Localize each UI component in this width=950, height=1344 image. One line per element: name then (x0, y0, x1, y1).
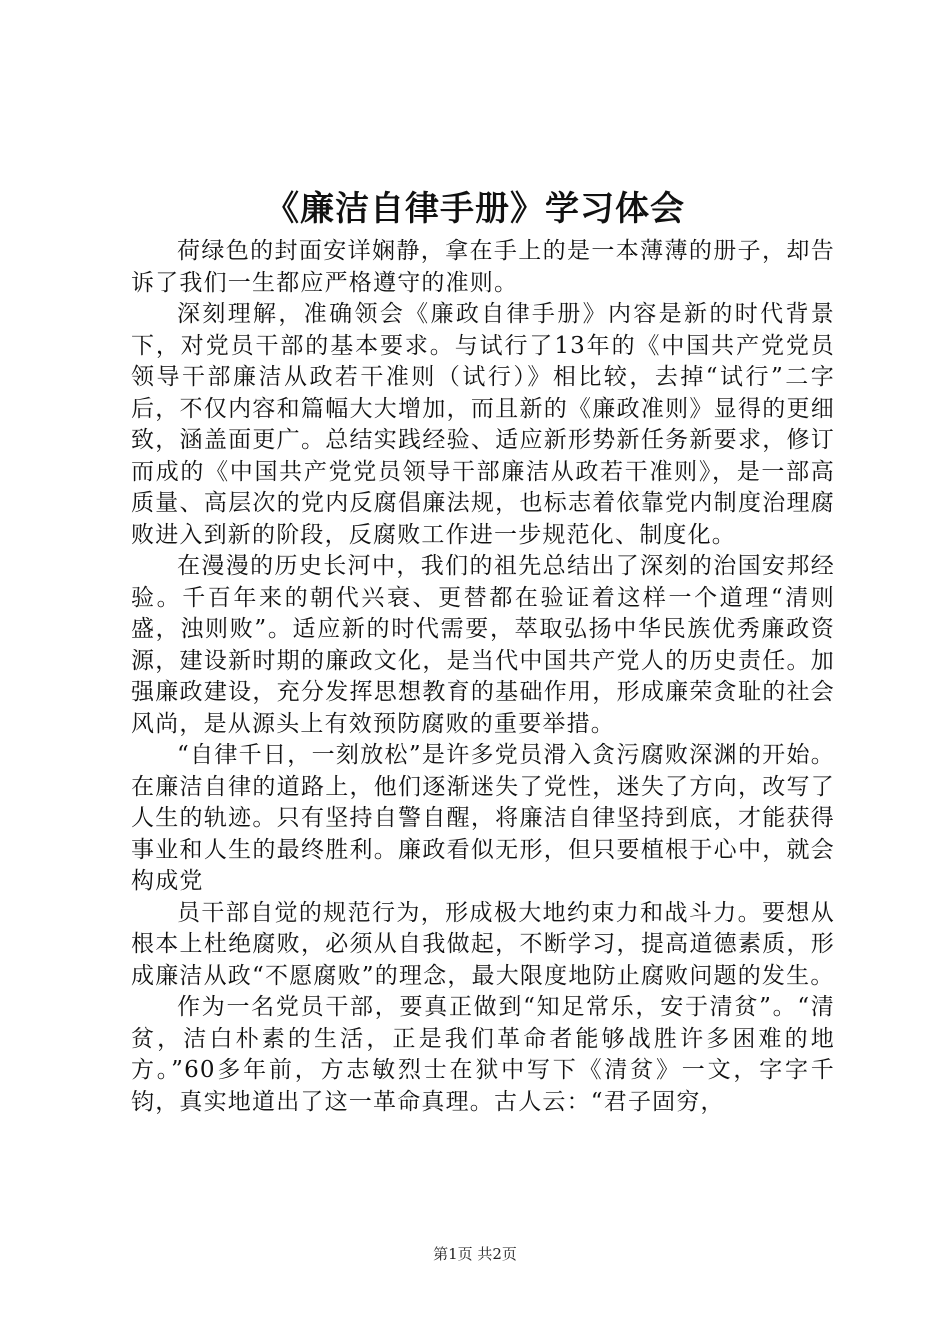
paragraph: 员干部自觉的规范行为，形成极大地约束力和战斗力。要想从根本上杜绝腐败，必须从自我做起，不断学习，提高道德素质，形成廉洁从政“不愿腐败”的理念，最大限度地防止腐败问题的发生。 (131, 899, 835, 989)
document-title: 《廉洁自律手册》学习体会 (265, 189, 685, 229)
paragraph: 深刻理解，准确领会《廉政自律手册》内容是新的时代背景下，对党员干部的基本要求。与试行了13年的《中国共产党党员领导干部廉洁从政若干准则（试行）》相比较，去掉“试行”二字后，不仅内容和篇幅大大增加，而且新的《廉政准则》显得的更细致，涵盖面更广。总结实践经验、适应新形势新任务新要求，修订而成的《中国共产党党员领导干部廉洁从政若干准则》，是一部高质量、高层次的党内反腐倡廉法规，也标志着依靠党内制度治理腐败进入到新的阶段，反腐败工作进一步规范化、制度化。 (131, 301, 835, 548)
page-number-footer: 第1页 共2页 (433, 1245, 517, 1263)
document-body (131, 236, 835, 1118)
paragraph: 荷绿色的封面安详娴静，拿在手上的是一本薄薄的册子，却告诉了我们一生都应严格遵守的准则。 (131, 238, 835, 296)
paragraph: 作为一名党员干部，要真正做到“知足常乐，安于清贫”。“清贫，洁白朴素的生活，正是我们革命者能够战胜许多困难的地方。”60多年前，方志敏烈士在狱中写下《清贫》一文，字字千钧，真实地道出了这一革命真理。古人云：“君子固穷， (131, 994, 835, 1115)
paragraph: 在漫漫的历史长河中，我们的祖先总结出了深刻的治国安邦经验。千百年来的朝代兴衰、更替都在验证着这样一个道理“清则盛，浊则败”。适应新的时代需要，萃取弘扬中华民族优秀廉政资源，建设新时期的廉政文化，是当代中国共产党人的历史责任。加强廉政建设，充分发挥思想教育的基础作用，形成廉荣贪耻的社会风尚，是从源头上有效预防腐败的重要举措。 (131, 553, 835, 737)
paragraph: “自律千日，一刻放松”是许多党员滑入贪污腐败深渊的开始。在廉洁自律的道路上，他们逐渐迷失了党性，迷失了方向，改写了人生的轨迹。只有坚持自警自醒，将廉洁自律坚持到底，才能获得事业和人生的最终胜利。廉政看似无形，但只要植根于心中，就会构成党 (131, 742, 835, 894)
